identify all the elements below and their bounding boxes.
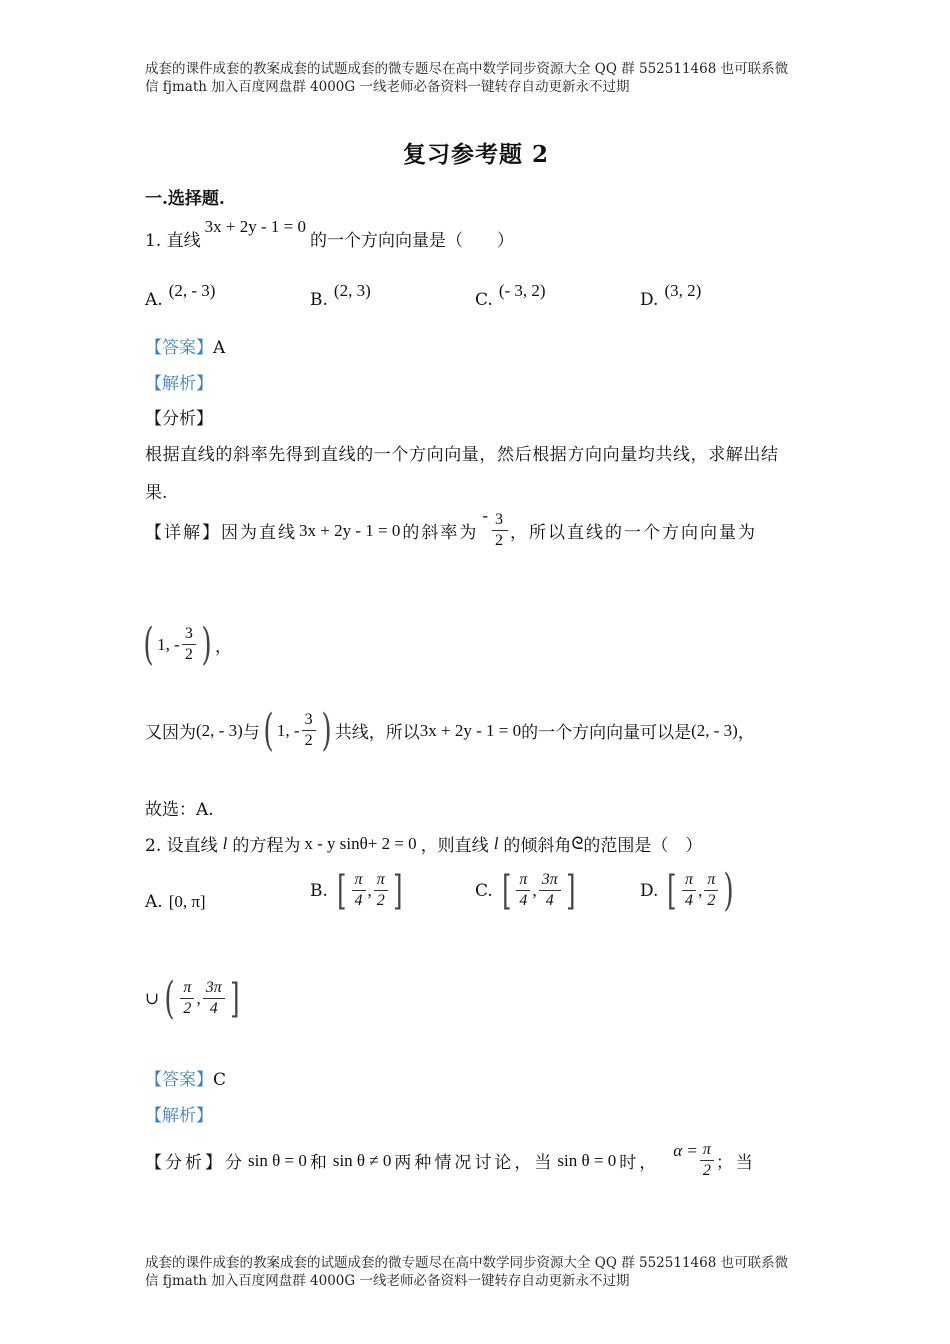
q1-detail-tag: 【详解】 [145, 523, 221, 543]
left-bracket: [ [501, 867, 512, 914]
numerator: π [374, 870, 388, 891]
q2-option-d2-frac-1 [180, 978, 194, 1019]
q1-vector-numerator: 3 [182, 624, 196, 645]
q1-stem [145, 212, 514, 251]
q2-stem [145, 831, 702, 856]
denominator: 4 [685, 892, 694, 909]
q2-fenxi-alpha: α = [673, 1140, 698, 1160]
q2-alpha-glyph: ᘓ [571, 833, 584, 854]
q2-option-a-value: [0, π] [168, 892, 206, 911]
footer-promo-line-1: 成套的课件成套的教案成套的试题成套的微专题尽在高中数学同步资源大全 QQ 群 552511468 也可联系微 [145, 1255, 789, 1271]
left-bracket: [ [667, 867, 677, 914]
q2-option-d [640, 864, 738, 916]
q1-line3-vector-first: 1, - [276, 720, 300, 740]
comma: , [698, 880, 703, 900]
header-promo-line-1: 成套的课件成套的教案成套的试题成套的微专题尽在高中数学同步资源大全 QQ 群 552511468 也可联系微 [145, 61, 789, 77]
q2-fenxi-eq1: sin θ = 0 [248, 1150, 307, 1170]
q2-answer-value: C [213, 1070, 227, 1090]
q1-vector-denominator: 2 [184, 646, 193, 663]
q2-option-a [145, 892, 206, 912]
numerator: π [682, 870, 696, 891]
denominator: 2 [707, 892, 716, 909]
q2-line-symbol: l [222, 833, 228, 853]
q1-answer [145, 333, 225, 358]
q1-detail-a: 因为直线 [221, 523, 297, 543]
q2-analysis-tag: 【解析】 [145, 1106, 213, 1126]
q1-conclusion: 故选：A. [145, 800, 214, 820]
q2-line-symbol-2: l [493, 833, 499, 853]
q2-answer-tag: 【答案】 [145, 1070, 213, 1090]
q1-option-d [640, 276, 701, 310]
q1-suffix: 的一个方向向量是（ ） [309, 231, 514, 251]
q1-line3-numerator: 3 [302, 710, 316, 731]
denominator: 2 [376, 892, 385, 909]
q2-mid1: 的方程为 [232, 836, 301, 856]
q1-equation: 3x + 2y - 1 = 0 [204, 216, 306, 236]
page-title: 复习参考题 2 [403, 141, 550, 168]
numerator: π [180, 978, 194, 999]
q1-option-a [145, 276, 215, 310]
q1-detail-c: ，所以直线的一个方向向量为 [510, 523, 758, 543]
q2-fenxi-line [145, 1140, 756, 1181]
q2-fenxi-denominator: 2 [702, 1162, 711, 1179]
q2-option-d-frac-1 [682, 870, 696, 911]
numerator: π [352, 870, 366, 891]
union-symbol: ∪ [145, 988, 160, 1008]
q1-collinear-line [145, 704, 755, 756]
q1-line3-fraction [302, 710, 316, 751]
q1-detail-equation: 3x + 2y - 1 = 0 [299, 520, 401, 540]
denominator: 4 [519, 892, 528, 909]
q1-slope-fraction [492, 510, 508, 551]
q1-line3-c: 共线，所以 [334, 723, 420, 743]
q2-fenxi-b: 和 [309, 1153, 330, 1173]
denominator: 2 [183, 1000, 192, 1017]
comma: , [367, 880, 372, 900]
q2-mid3: 的倾斜角 [503, 836, 572, 856]
q2-option-d-label: D. [640, 880, 659, 901]
q1-option-d-value: (3, 2) [664, 281, 702, 300]
q1-prefix: 1. 直线 [145, 231, 201, 251]
q1-line3-vector-1: (2, - 3) [196, 720, 243, 740]
q2-mid2: ，则直线 [420, 836, 489, 856]
q1-analysis-tag: 【解析】 [145, 374, 213, 394]
left-paren: ( [263, 704, 274, 756]
q2-option-a-label: A. [145, 892, 163, 912]
q2-option-b [310, 867, 405, 914]
right-paren: ) [201, 618, 212, 670]
q2-fenxi-tag: 【分析】 [145, 1153, 225, 1173]
q2-equation: x - y sinθ+ 2 = 0 [304, 833, 417, 853]
q1-line3-b: 与 [242, 723, 260, 743]
q2-fenxi-eq3: sin θ = 0 [557, 1150, 617, 1170]
q1-line3-equation: 3x + 2y - 1 = 0 [419, 720, 522, 740]
denominator: 4 [209, 1000, 218, 1017]
q1-option-b-label: B. [310, 290, 328, 310]
q1-fenxi-text-line-2: 果. [145, 483, 168, 503]
q2-fenxi-numerator: π [700, 1140, 714, 1161]
q2-option-c-label: C. [475, 880, 493, 901]
header-promo-line-2: 信 fjmath 加入百度网盘群 4000G 一线老师必备资料一键转存自动更新永不过期 [145, 79, 630, 95]
q2-fenxi-d: 时， [619, 1153, 660, 1173]
comma: , [532, 880, 537, 900]
q1-option-b [310, 276, 371, 310]
numerator: 3π [539, 870, 561, 891]
q1-vector-after: ， [215, 637, 233, 657]
denominator: 4 [354, 892, 363, 909]
q1-detail-line [145, 505, 758, 551]
q2-option-c-frac-1 [516, 870, 530, 911]
q2-prefix: 2. 设直线 [145, 836, 218, 856]
q2-fenxi-fraction [700, 1140, 714, 1181]
q1-option-d-label: D. [640, 290, 659, 310]
q2-answer [145, 1065, 226, 1090]
q1-option-b-value: (2, 3) [333, 281, 371, 300]
q1-line3-d: 的一个方向向量可以是 [521, 723, 692, 743]
q2-fenxi-c: 两种情况讨论，当 [394, 1153, 555, 1173]
q1-line3-vector-2: (2, - 3) [691, 720, 738, 740]
q2-option-d2-frac-2 [203, 978, 225, 1019]
q1-option-c-label: C. [475, 290, 493, 310]
q2-suffix: 的范围是（ ） [583, 836, 703, 856]
numerator: 3π [203, 978, 225, 999]
right-bracket: ] [565, 867, 576, 914]
q1-line3-a: 又因为 [145, 723, 196, 743]
q2-option-c [475, 867, 578, 914]
q1-option-c-value: (- 3, 2) [498, 281, 546, 300]
q1-line3-denominator: 2 [304, 732, 313, 749]
q2-option-d-continuation [145, 972, 242, 1024]
q1-option-c [475, 276, 546, 310]
q1-answer-tag: 【答案】 [145, 338, 213, 358]
footer-promo-line-2: 信 fjmath 加入百度网盘群 4000G 一线老师必备资料一键转存自动更新永不过期 [145, 1273, 630, 1289]
q1-vector-fraction [182, 624, 196, 665]
numerator: π [704, 870, 718, 891]
q1-slope-numerator: 3 [492, 510, 508, 531]
q2-option-c-frac-2 [539, 870, 561, 911]
q1-line3-e: ， [737, 723, 755, 743]
q1-option-a-label: A. [145, 290, 163, 310]
q2-option-d-frac-2 [704, 870, 718, 911]
left-bracket: [ [337, 867, 347, 914]
right-bracket: ] [392, 867, 403, 914]
comma: , [196, 988, 201, 1008]
right-bracket: ] [229, 975, 240, 1022]
q2-fenxi-e: ；当 [715, 1153, 756, 1173]
q1-fenxi-tag: 【分析】 [145, 409, 213, 429]
q1-slope-sign: - [482, 505, 491, 525]
q1-direction-vector [140, 618, 233, 670]
q2-option-b-frac-1 [352, 870, 366, 911]
right-paren: ) [723, 864, 735, 916]
denominator: 4 [545, 892, 554, 909]
q1-detail-b: 的斜率为 [402, 523, 479, 543]
q1-slope-denominator: 2 [495, 532, 506, 549]
left-paren: ( [164, 972, 175, 1024]
section-heading: 一.选择题. [145, 189, 225, 209]
q2-fenxi-eq2: sin θ ≠ 0 [332, 1150, 392, 1170]
left-paren: ( [143, 618, 154, 670]
right-paren: ) [321, 704, 332, 756]
q1-vector-first: 1, - [157, 634, 180, 654]
numerator: π [516, 870, 530, 891]
q1-option-a-value: (2, - 3) [168, 281, 216, 300]
q2-option-b-label: B. [310, 880, 328, 901]
q1-answer-value: A [213, 338, 226, 358]
q1-fenxi-text-line-1: 根据直线的斜率先得到直线的一个方向向量，然后根据方向向量均共线，求解出结 [145, 445, 779, 465]
q2-fenxi-a: 分 [225, 1153, 245, 1173]
q2-option-b-frac-2 [374, 870, 388, 911]
